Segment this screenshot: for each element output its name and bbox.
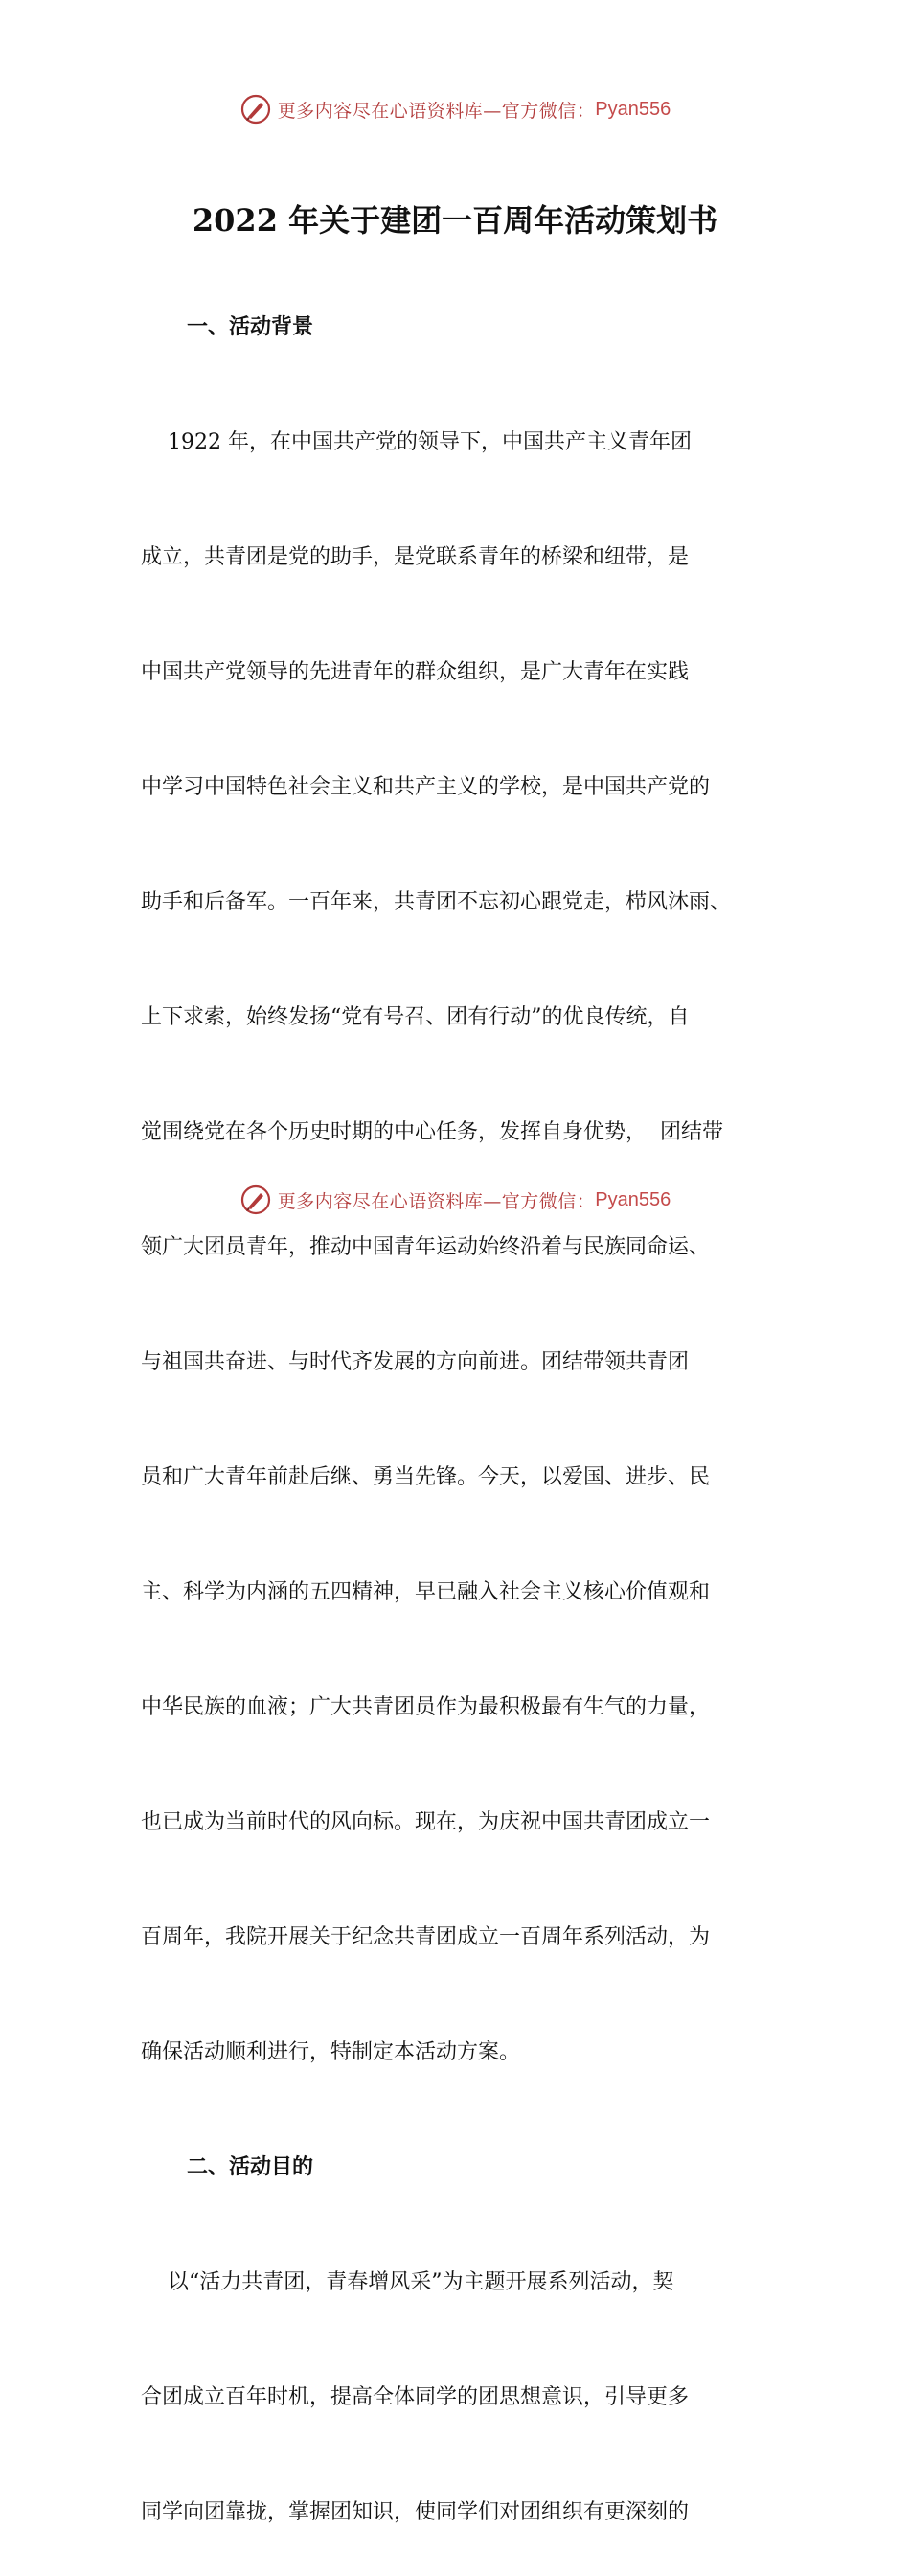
section-heading-purpose: 二、活动目的 bbox=[187, 2155, 314, 2179]
text-line: 百周年，我院开展关于纪念共青团成立一百周年系列活动，为 bbox=[141, 1925, 711, 1949]
text-line: 上下求索，始终发扬“党有号召、团有行动”的优良传统，自 bbox=[141, 1005, 690, 1029]
text-line: 员和广大青年前赴后继、勇当先锋。今天，以爱国、进步、民 bbox=[141, 1465, 711, 1489]
section-purpose-text bbox=[141, 2187, 792, 2576]
banner-text: 更多内容尽在心语资料库—官方微信： bbox=[277, 1190, 596, 1212]
text-line: 也已成为当前时代的风向标。现在，为庆祝中国共青团成立一 bbox=[141, 1810, 711, 1834]
text-line: 中学习中国特色社会主义和共产主义的学校，是中国共产党的 bbox=[141, 775, 711, 799]
pen-nib-logo-icon bbox=[239, 1184, 272, 1216]
section-heading-background: 一、活动背景 bbox=[187, 315, 314, 339]
header-banner bbox=[0, 90, 910, 128]
text-line: 1922 年，在中国共产党的领导下，中国共产主义青年团 bbox=[141, 430, 692, 454]
text-line: 中国共产党领导的先进青年的群众组织，是广大青年在实践 bbox=[141, 660, 690, 684]
text-line: 确保活动顺利进行，特制定本活动方案。 bbox=[141, 2040, 521, 2064]
text-line: 中华民族的血液；广大共青团员作为最积极最有生气的力量， bbox=[141, 1695, 711, 1719]
text-line: 同学向团靠拢，掌握团知识，使同学们对团组织有更深刻的 bbox=[141, 2500, 690, 2524]
text-line: 以“活力共青团，青春增风采”为主题开展系列活动，契 bbox=[141, 2270, 674, 2294]
footer-banner bbox=[0, 1181, 910, 1219]
banner-text: 更多内容尽在心语资料库—官方微信： bbox=[277, 100, 596, 122]
section-background-text bbox=[141, 347, 792, 2149]
document-title: 2022 年关于建团一百周年活动策划书 bbox=[192, 202, 718, 239]
text-line: 合团成立百年时机，提高全体同学的团思想意识，引导更多 bbox=[141, 2385, 690, 2409]
text-line: 与祖国共奋进、与时代齐发展的方向前进。团结带领共青团 bbox=[141, 1350, 690, 1374]
text-line: 领广大团员青年，推动中国青年运动始终沿着与民族同命运、 bbox=[141, 1235, 711, 1259]
banner-wechat-id: Pyan556 bbox=[595, 1188, 671, 1210]
document-body bbox=[141, 309, 792, 2576]
pen-nib-logo-icon bbox=[239, 93, 272, 126]
text-line: 成立，共青团是党的助手，是党联系青年的桥梁和纽带，是 bbox=[141, 545, 690, 569]
text-line: 觉围绕党在各个历史时期的中心任务，发挥自身优势， 团结带 bbox=[141, 1120, 723, 1144]
banner-wechat-id: Pyan556 bbox=[595, 98, 671, 120]
text-line: 主、科学为内涵的五四精神，早已融入社会主义核心价值观和 bbox=[141, 1580, 711, 1604]
text-line: 助手和后备军。一百年来，共青团不忘初心跟党走，栉风沐雨、 bbox=[141, 890, 732, 914]
